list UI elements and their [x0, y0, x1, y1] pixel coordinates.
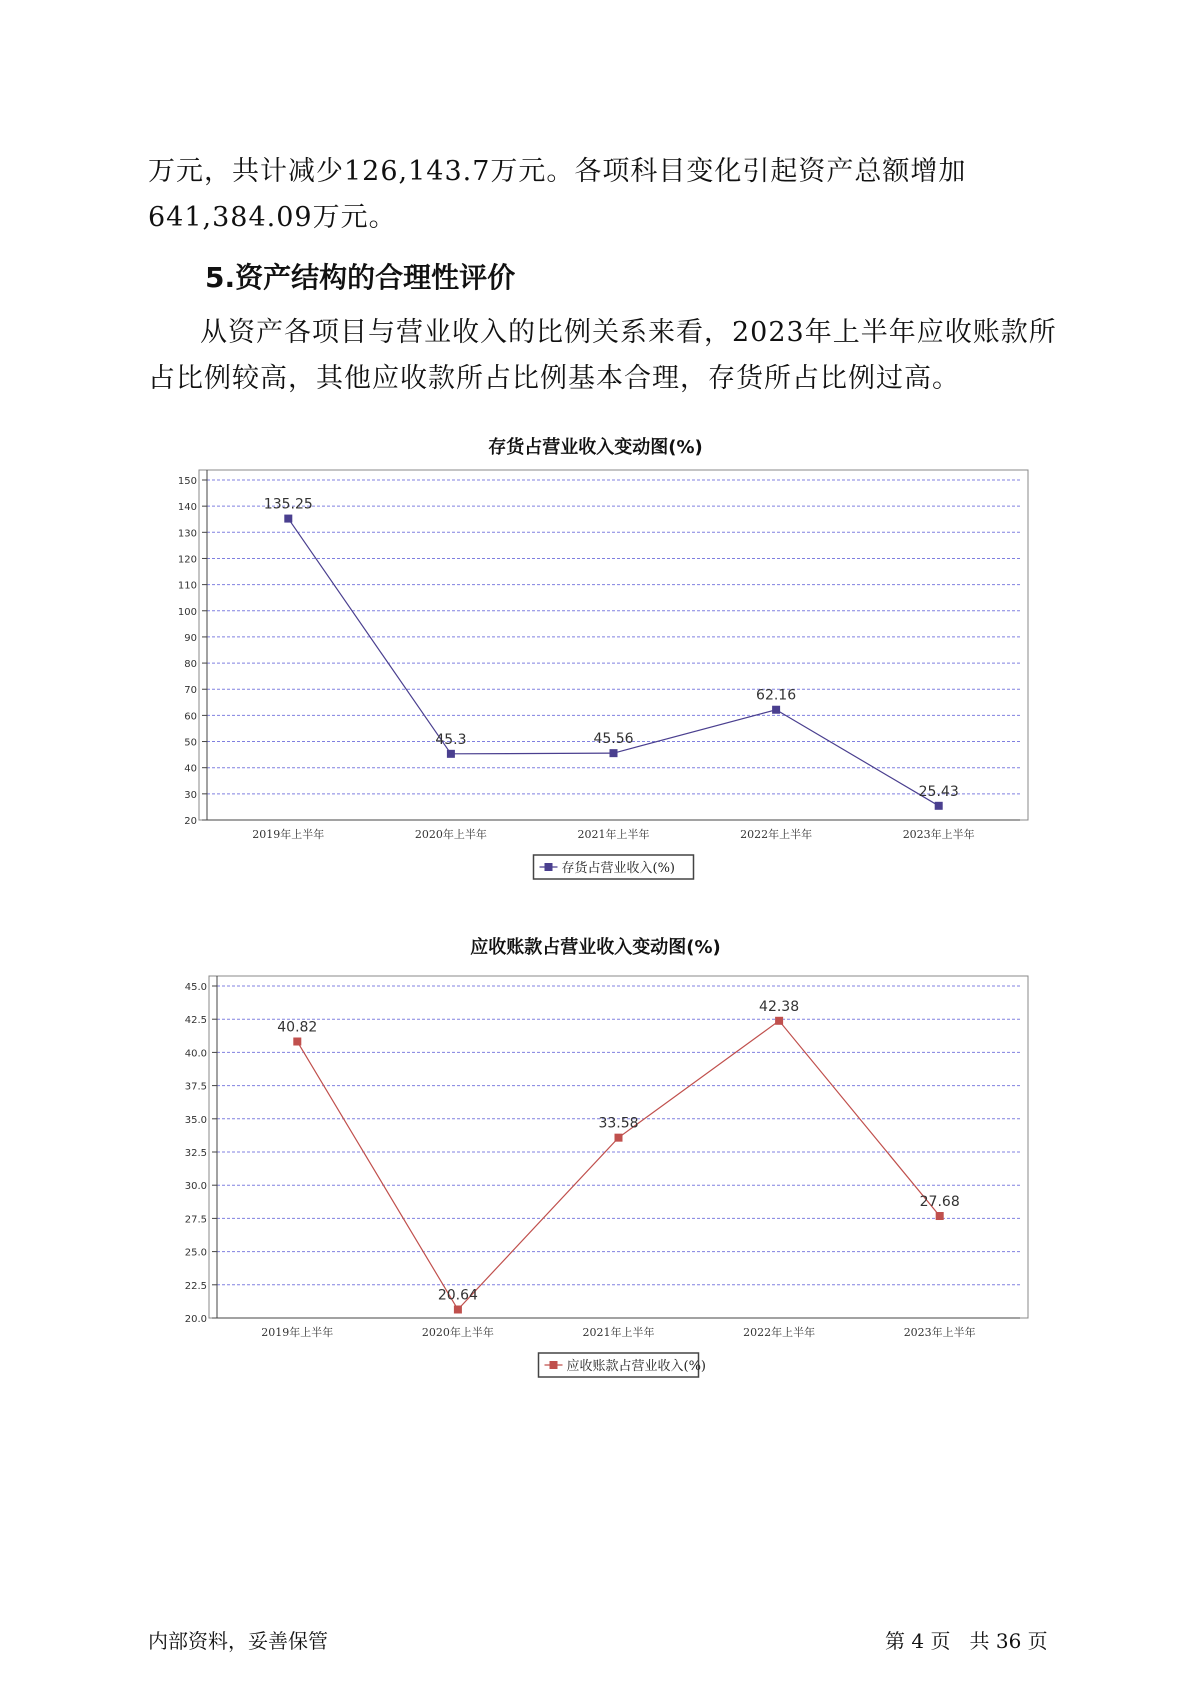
y-tick-label: 20.0 — [184, 1314, 207, 1325]
data-point — [935, 802, 943, 810]
y-tick-label: 40 — [184, 763, 197, 775]
data-point — [775, 1017, 783, 1025]
plot-frame — [209, 976, 1028, 1318]
y-tick-label: 70 — [184, 685, 197, 697]
y-tick-label: 30 — [184, 789, 197, 801]
y-tick-label: 100 — [177, 606, 197, 618]
y-tick-label: 120 — [177, 554, 197, 566]
data-label: 62.16 — [756, 687, 797, 704]
receivables-ratio-chart — [0, 960, 1191, 1390]
paragraph-line: 占比例较高，其他应收款所占比例基本合理，存货所占比例过高。 — [148, 363, 960, 394]
y-tick-label: 150 — [177, 476, 197, 487]
paragraph-line: 从资产各项目与营业收入的比例关系来看，2023年上半年应收账款所 — [200, 317, 1057, 348]
y-tick-label: 50 — [184, 737, 197, 749]
legend-marker — [545, 863, 553, 871]
x-tick-label: 2019年上半年 — [261, 1326, 334, 1339]
y-tick-label: 30.0 — [184, 1181, 207, 1193]
legend-label: 存货占营业收入(%) — [561, 861, 675, 876]
data-point — [772, 706, 780, 714]
y-tick-label: 40.0 — [184, 1048, 207, 1060]
y-tick-label: 27.5 — [184, 1214, 207, 1226]
y-tick-label: 60 — [184, 711, 197, 723]
y-tick-label: 45.0 — [184, 982, 207, 993]
y-tick-label: 35.0 — [184, 1114, 207, 1126]
y-tick-label: 110 — [177, 580, 197, 592]
y-tick-label: 32.5 — [184, 1148, 207, 1159]
data-label: 135.25 — [263, 496, 313, 513]
data-label: 45.56 — [593, 731, 634, 748]
data-label: 42.38 — [759, 998, 800, 1015]
data-label: 45.3 — [435, 731, 467, 748]
x-tick-label: 2023年上半年 — [903, 1326, 976, 1339]
data-point — [936, 1212, 944, 1220]
x-tick-label: 2023年上半年 — [902, 828, 975, 841]
y-tick-label: 22.5 — [184, 1280, 207, 1292]
footer-page-number: 第 4 页 共 36 页 — [885, 1629, 1048, 1653]
x-tick-label: 2020年上半年 — [421, 1326, 494, 1339]
footer-left: 内部资料，妥善保管 — [148, 1629, 328, 1653]
y-tick-label: 20 — [184, 816, 197, 827]
y-tick-label: 42.5 — [184, 1015, 207, 1027]
x-tick-label: 2021年上半年 — [582, 1326, 655, 1339]
y-tick-label: 140 — [177, 502, 197, 514]
y-tick-label: 90 — [184, 632, 197, 644]
chart-title-inventory: 存货占营业收入变动图(%) — [488, 437, 703, 458]
data-label: 20.64 — [437, 1287, 478, 1304]
legend-label: 应收账款占营业收入(%) — [566, 1359, 706, 1374]
data-label: 40.82 — [277, 1019, 318, 1036]
x-tick-label: 2021年上半年 — [577, 828, 650, 841]
y-tick-label: 25.0 — [184, 1247, 207, 1259]
paragraph-line: 万元，共计减少126,143.7万元。各项科目变化引起资产总额增加 — [148, 156, 967, 187]
legend-marker — [550, 1361, 558, 1369]
data-point — [293, 1038, 301, 1046]
data-point — [454, 1306, 462, 1314]
chart-title-receivables: 应收账款占营业收入变动图(%) — [470, 937, 721, 958]
inventory-ratio-chart — [0, 460, 1191, 880]
data-point — [615, 1134, 623, 1142]
x-tick-label: 2022年上半年 — [740, 828, 813, 841]
y-tick-label: 130 — [177, 528, 197, 540]
paragraph-line: 641,384.09万元。 — [148, 202, 397, 233]
data-label: 27.68 — [919, 1194, 960, 1211]
x-tick-label: 2020年上半年 — [414, 828, 487, 841]
series-line — [297, 1021, 939, 1310]
x-tick-label: 2022年上半年 — [743, 1326, 816, 1339]
data-label: 33.58 — [598, 1115, 639, 1132]
y-tick-label: 80 — [184, 659, 197, 671]
data-point — [447, 750, 455, 758]
data-point — [284, 515, 292, 523]
series-line — [288, 519, 938, 806]
data-label: 25.43 — [918, 783, 959, 800]
data-point — [610, 749, 618, 757]
y-tick-label: 37.5 — [184, 1081, 207, 1093]
section-heading: 5.资产结构的合理性评价 — [205, 261, 516, 294]
x-tick-label: 2019年上半年 — [252, 828, 325, 841]
